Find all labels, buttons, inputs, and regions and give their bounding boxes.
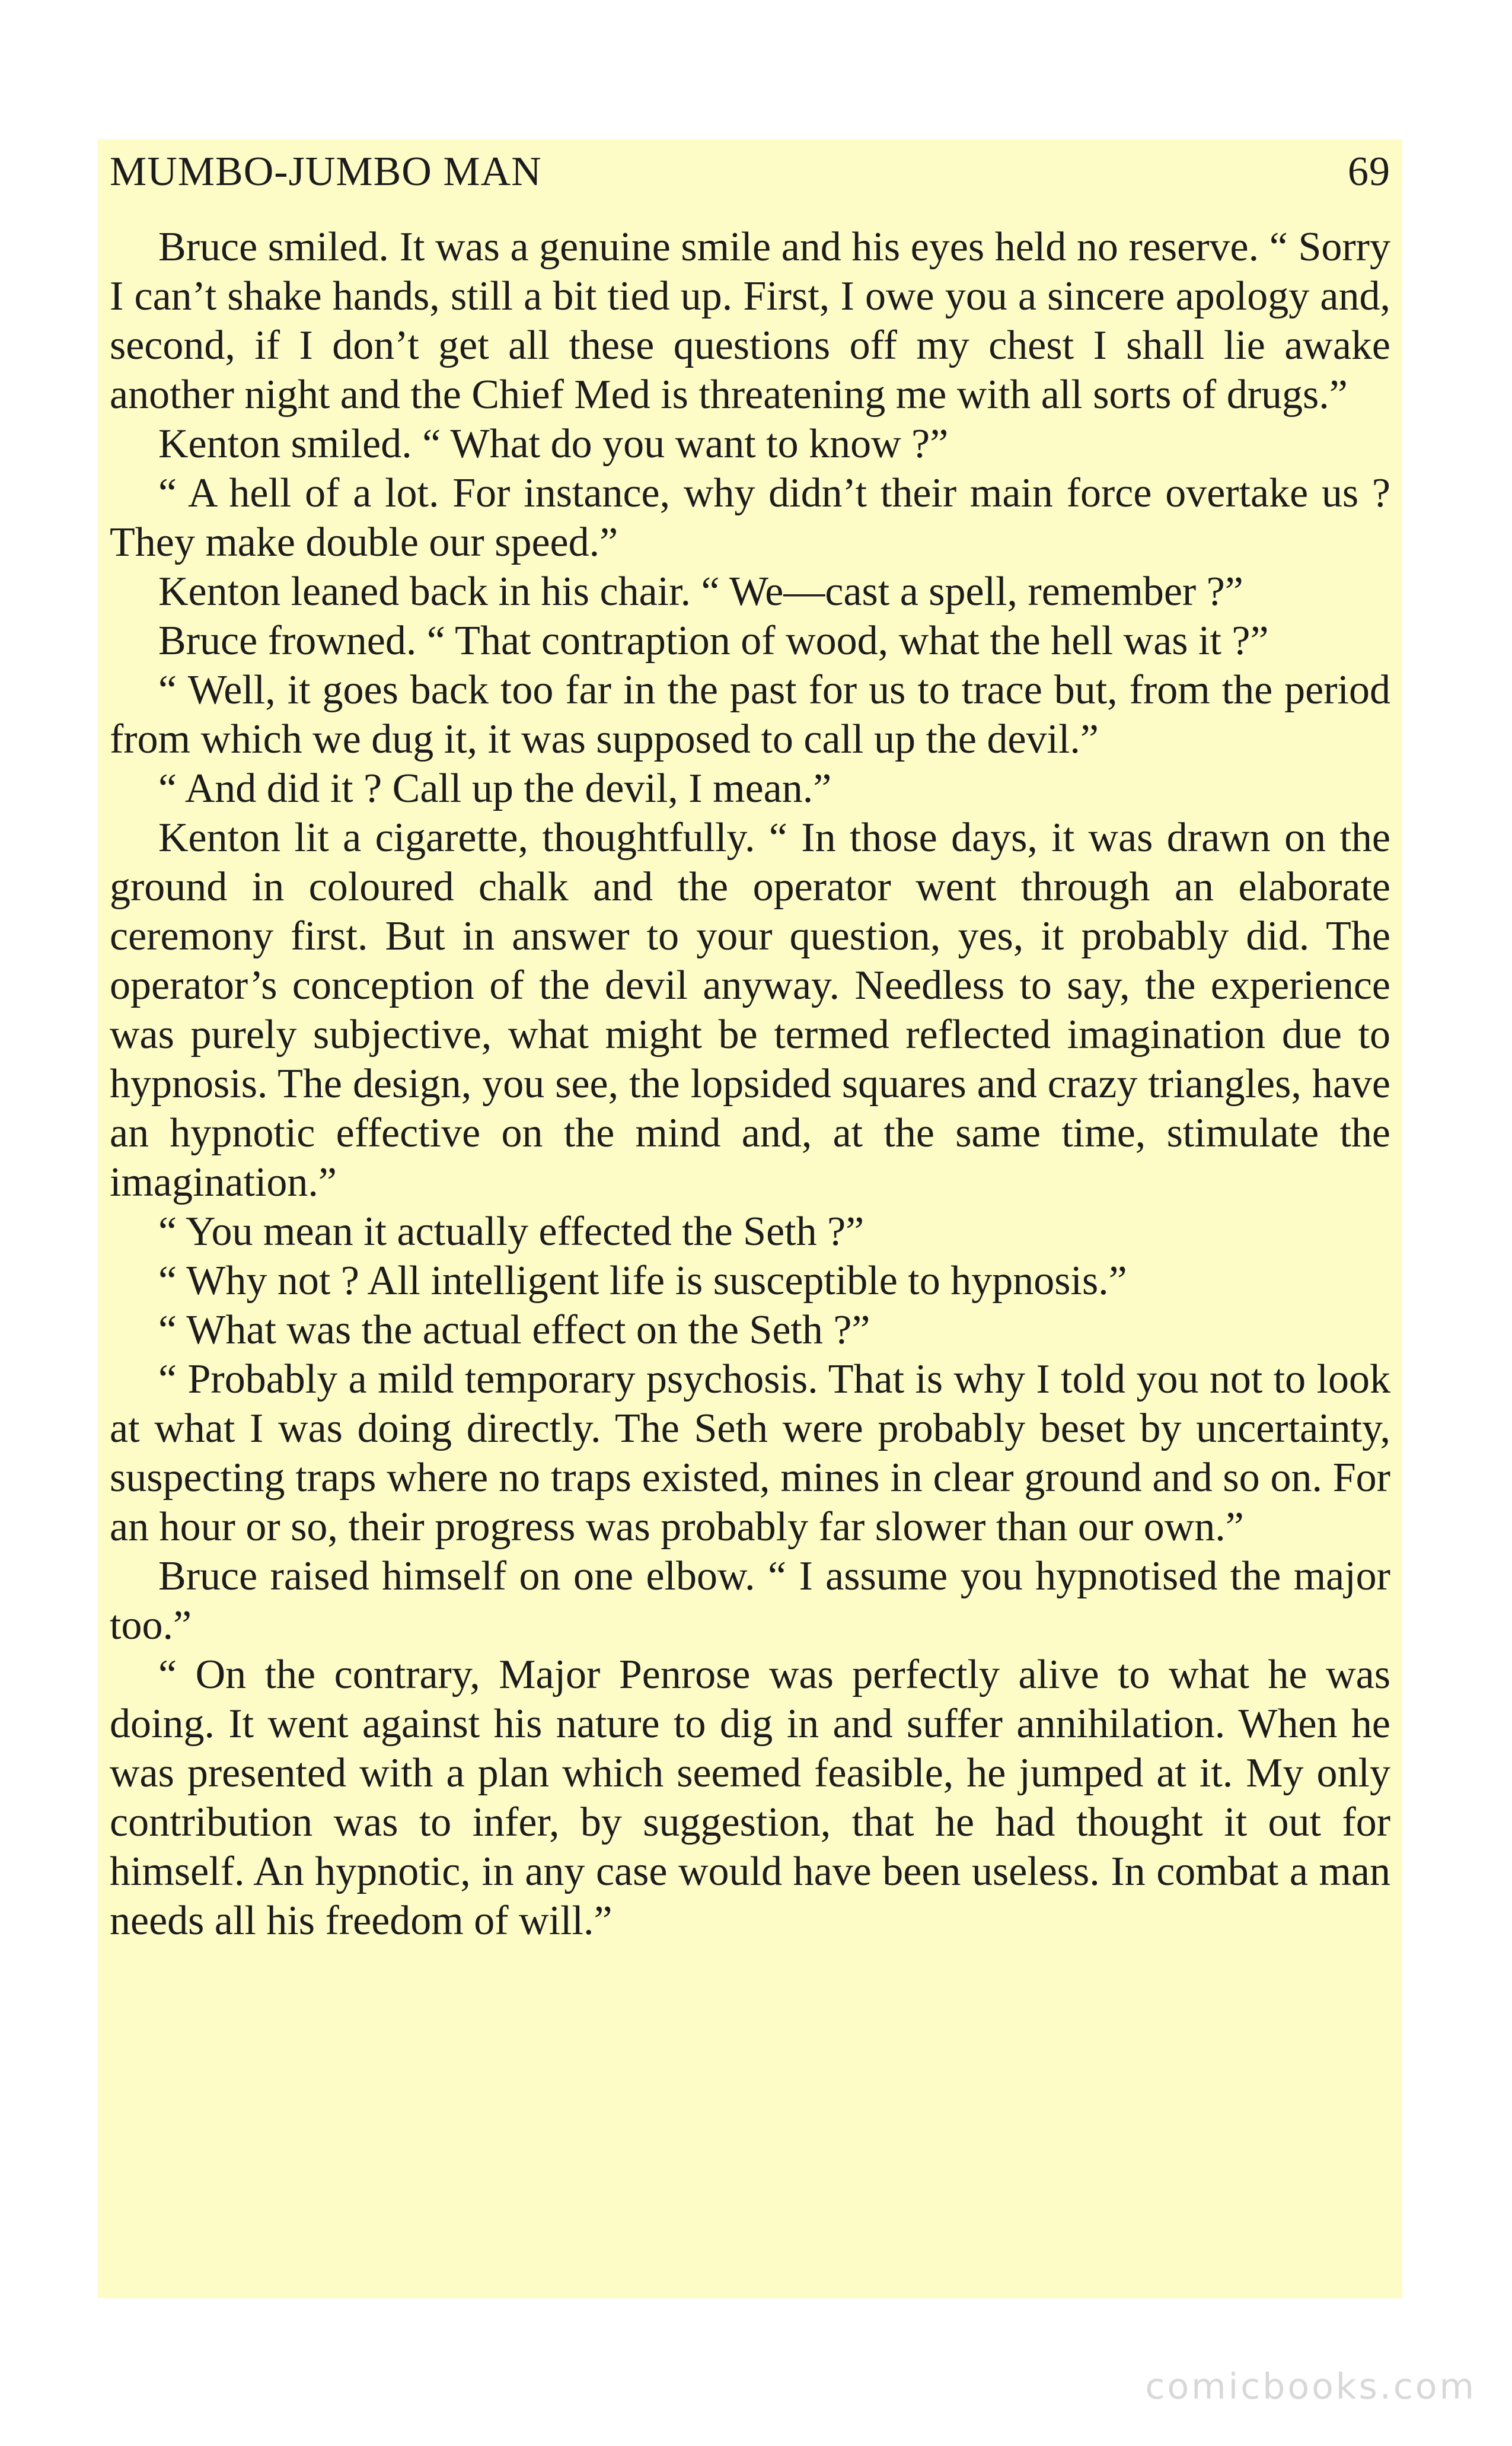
paragraph: Bruce smiled. It was a genuine smile and his eyes held no reserve. “ Sorry I can’t shake hands, still a bit tied up. First, I owe you a sincere apology and, second, if I don’t get all these questions off my chest I shall lie awake another night and the Chief Med is threatening me with all sorts of drugs.”: [110, 224, 1390, 418]
paragraph: “ Well, it goes back too far in the past for us to trace but, from the period from which we dug it, it was supposed to call up the devil.”: [110, 667, 1390, 762]
paragraph: Kenton smiled. “ What do you want to know ?”: [158, 421, 949, 467]
page-number: 69: [1348, 149, 1390, 195]
paragraph: Kenton lit a cigarette, thoughtfully. “ In those days, it was drawn on the ground in coloured chalk and the operator went through an elaborate ceremony first. But in answer to your question, yes, it probably did. The operator’s conception of the devil anyway. Needless to say, the experience was purely subjective, what might be termed reflected imagination due to hypnosis. The design, you see, the lopsided squares and crazy triangles, have an hypnotic effective on the mind and, at the same time, stimulate the imagination.”: [110, 815, 1390, 1205]
paragraph: “ On the contrary, Major Penrose was perfectly alive to what he was doing. It went against his nature to dig in and suffer annihilation. When he was presented with a plan which seemed feasible, he jumped at it. My only contribution was to infer, by suggestion, that he had thought it out for himself. An hypnotic, in any case would have been useless. In combat a man needs all his freedom of will.”: [110, 1652, 1390, 1944]
paragraph: Bruce raised himself on one elbow. “ I assume you hypnotised the major too.”: [110, 1553, 1390, 1648]
watermark: comicbooks.com: [1145, 2366, 1476, 2407]
book-page: [98, 139, 1402, 2298]
running-head: [110, 139, 1390, 205]
paragraph: “ Why not ? All intelligent life is susceptible to hypnosis.”: [158, 1258, 1127, 1304]
paragraph: “ What was the actual effect on the Seth ?”: [158, 1307, 870, 1353]
paragraph: Kenton leaned back in his chair. “ We—cast a spell, remember ?”: [158, 569, 1243, 614]
paragraph: “ And did it ? Call up the devil, I mean.”: [158, 766, 832, 811]
paragraph: “ You mean it actually effected the Seth ?”: [158, 1209, 865, 1254]
chapter-title: MUMBO-JUMBO MAN: [110, 149, 542, 195]
paragraph: “ A hell of a lot. For instance, why didn’t their main force overtake us ? They make double our speed.”: [110, 470, 1390, 565]
body-text: [110, 222, 1390, 1945]
paragraph: “ Probably a mild temporary psychosis. That is why I told you not to look at what I was doing directly. The Seth were probably beset by uncertainty, suspecting traps where no traps existed, mines in clear ground and so on. For an hour or so, their progress was probably far slower than our own.”: [110, 1356, 1390, 1550]
paragraph: Bruce frowned. “ That contraption of wood, what the hell was it ?”: [158, 618, 1269, 664]
